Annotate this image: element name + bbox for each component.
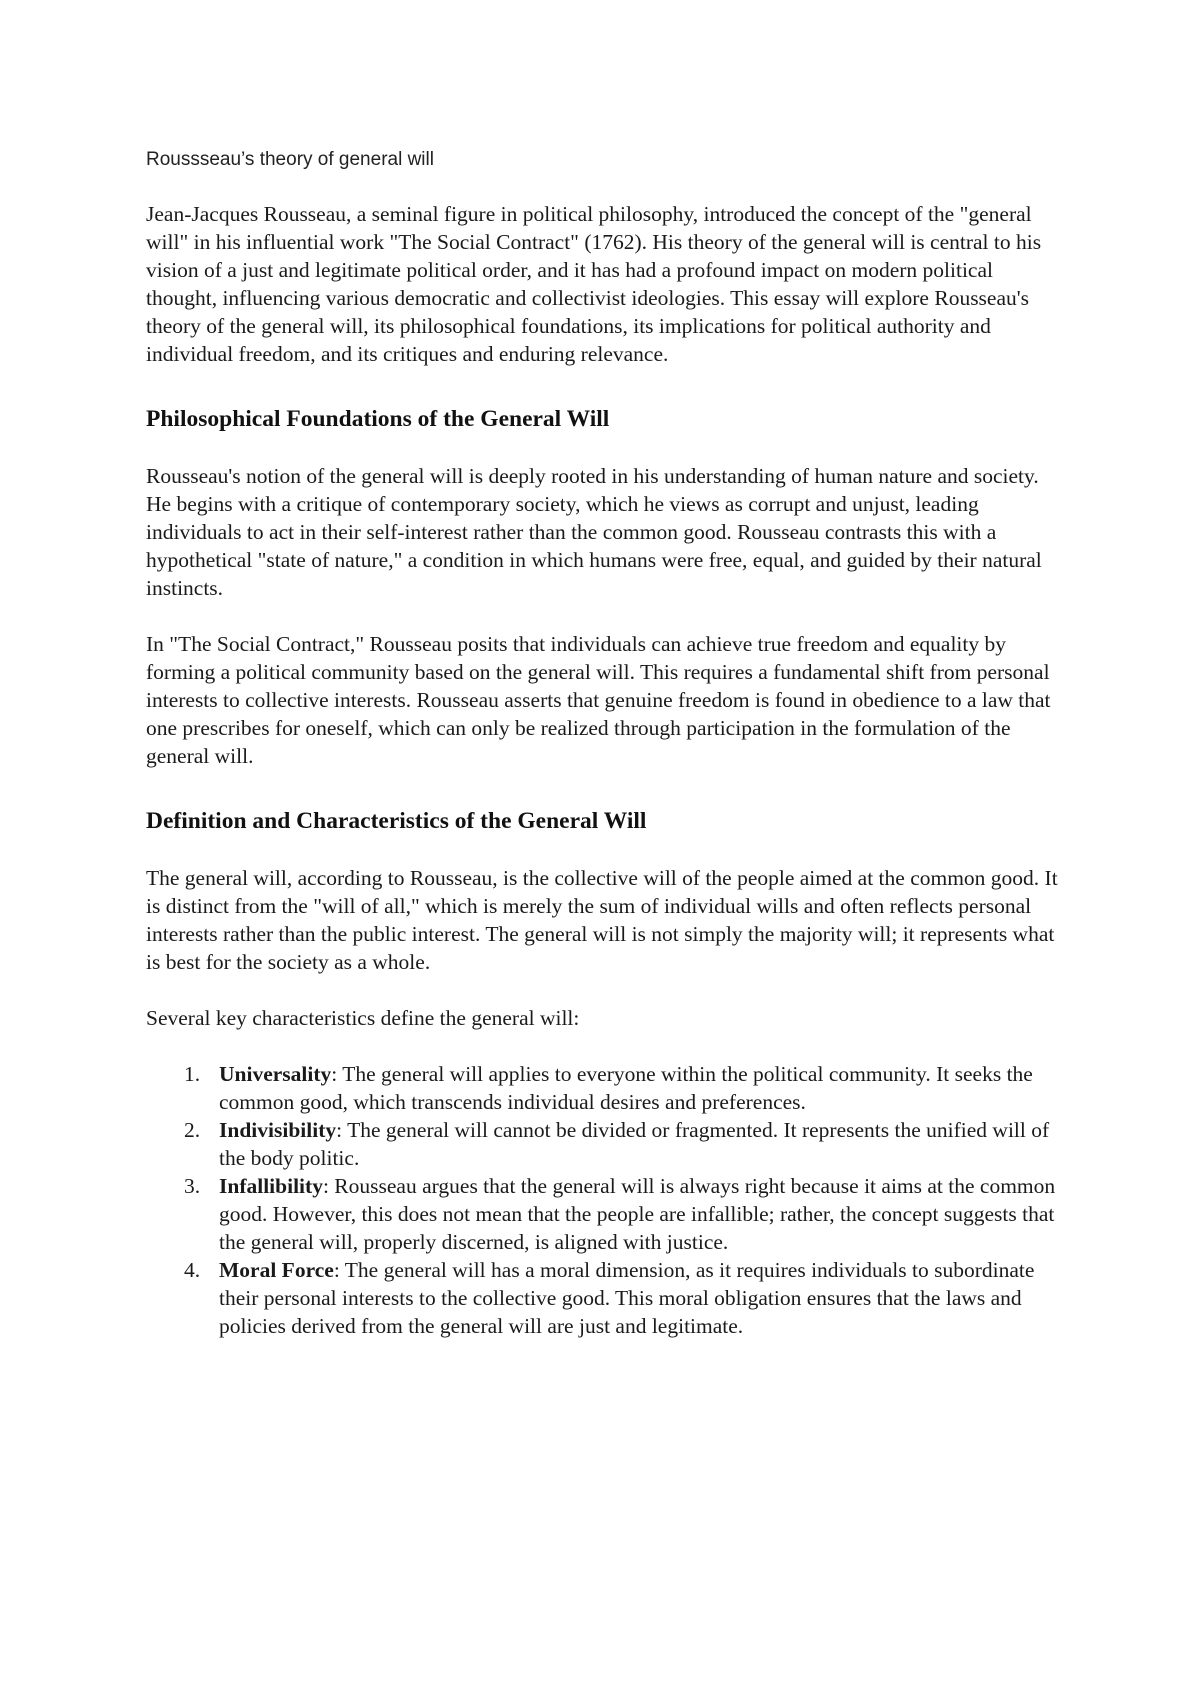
list-number: 1. xyxy=(184,1062,201,1086)
list-number: 3. xyxy=(184,1174,201,1198)
list-item-moral-force xyxy=(146,1256,1066,1340)
list-text: : The general will applies to everyone within the political community. It seeks the common good, which transcends individual desires and preferences. xyxy=(219,1062,1033,1114)
document-title: Roussseau’s theory of general will xyxy=(146,149,434,170)
foundations-paragraph-2: In "The Social Contract," Rousseau posits that individuals can achieve true freedom and equality by forming a political community based on the general will. This requires a fundamental shift from personal interests to collective interests. Rousseau asserts that genuine freedom is found in obedience to a law that one prescribes for oneself, which can only be realized through participation in the formulation of the general will. xyxy=(146,632,1051,768)
list-term: Indivisibility xyxy=(219,1118,337,1142)
list-text: : The general will cannot be divided or fragmented. It represents the unified will of the body politic. xyxy=(219,1118,1050,1170)
list-text: : Rousseau argues that the general will is always right because it aims at the common good. However, this does not mean that the people are infallible; rather, the concept suggests that the general will, properly discerned, is aligned with justice. xyxy=(219,1174,1056,1254)
characteristics-intro: Several key characteristics define the general will: xyxy=(146,1006,580,1030)
list-text: : The general will has a moral dimension, as it requires individuals to subordinate their personal interests to the collective good. This moral obligation ensures that the laws and policies derived from the general will are just and legitimate. xyxy=(219,1258,1035,1338)
list-number: 2. xyxy=(184,1118,201,1142)
characteristics-list xyxy=(146,1060,1066,1340)
list-term: Universality xyxy=(219,1062,332,1086)
definition-paragraph: The general will, according to Rousseau, is the collective will of the people aimed at the common good. It is distinct from the "will of all," which is merely the sum of individual wills and often reflects personal interests rather than the public interest. The general will is not simply the majority will; it represents what is best for the society as a whole. xyxy=(146,866,1058,974)
list-item-universality xyxy=(146,1060,1066,1116)
foundations-paragraph-1: Rousseau's notion of the general will is deeply rooted in his understanding of human nature and society. He begins with a critique of contemporary society, which he views as corrupt and unjust, leading individuals to act in their self-interest rather than the common good. Rousseau contrasts this with a hypothetical "state of nature," a condition in which humans were free, equal, and guided by their natural instincts. xyxy=(146,464,1042,600)
list-number: 4. xyxy=(184,1258,201,1282)
list-item-indivisibility xyxy=(146,1116,1066,1172)
list-term: Moral Force xyxy=(219,1258,334,1282)
list-term: Infallibility xyxy=(219,1174,323,1198)
section-heading-philosophical-foundations: Philosophical Foundations of the General Will xyxy=(146,406,610,432)
list-item-infallibility xyxy=(146,1172,1066,1256)
section-heading-definition-characteristics: Definition and Characteristics of the General Will xyxy=(146,808,647,834)
document-body xyxy=(146,146,1066,1340)
intro-paragraph: Jean-Jacques Rousseau, a seminal figure in political philosophy, introduced the concept of the "general will" in his influential work "The Social Contract" (1762). His theory of the general will is central to his vision of a just and legitimate political order, and it has had a profound impact on modern political thought, influencing various democratic and collectivist ideologies. This essay will explore Rousseau's theory of the general will, its philosophical foundations, its implications for political authority and individual freedom, and its critiques and enduring relevance. xyxy=(146,202,1042,366)
